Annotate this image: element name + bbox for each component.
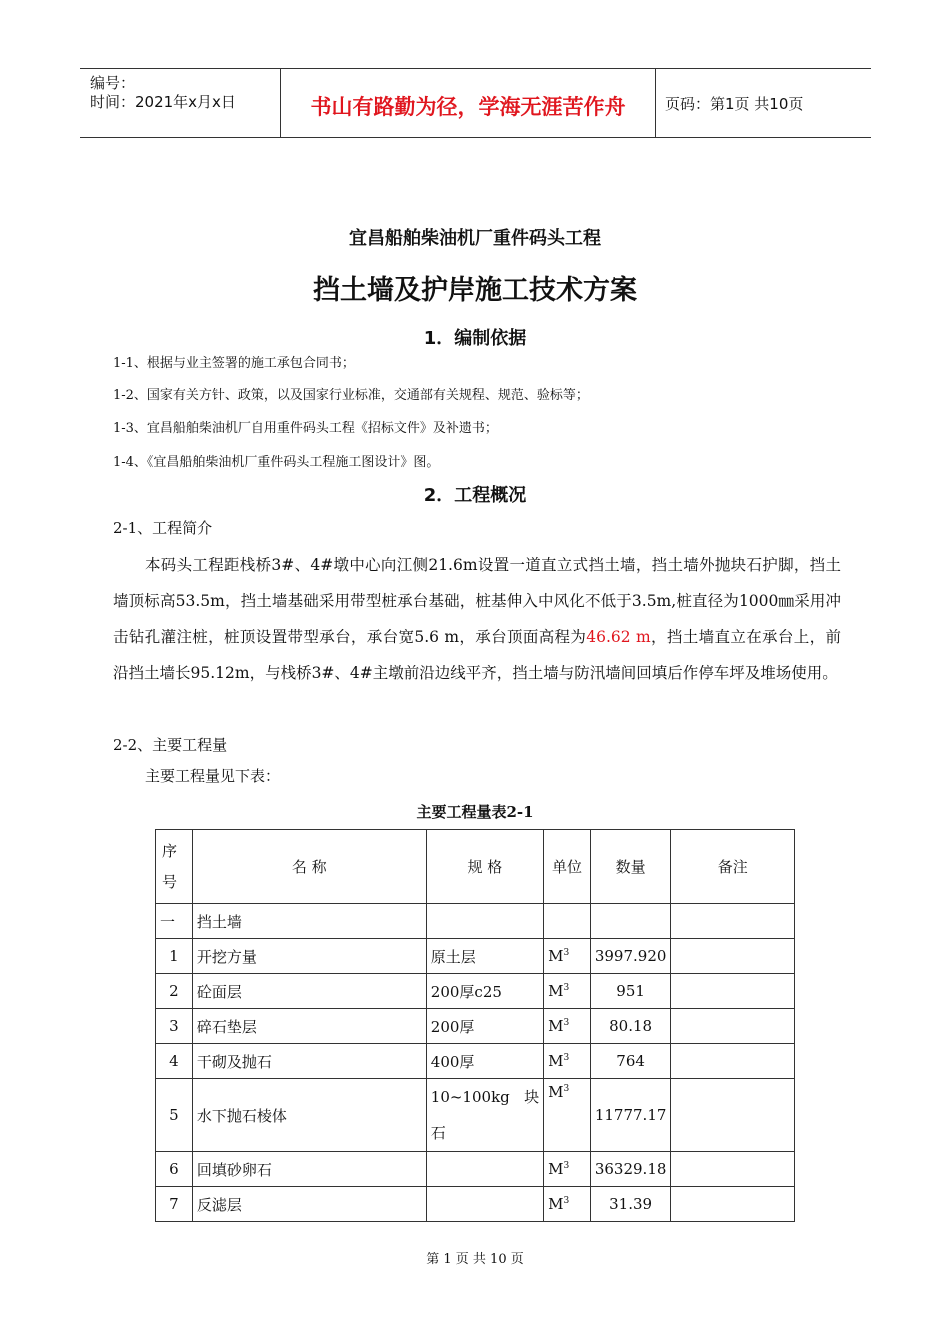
subsection-intro-heading: 2-1、工程简介 (113, 519, 213, 537)
header-spec: 规 格 (426, 830, 543, 904)
row-seq: 1 (156, 939, 193, 974)
row-spec: 200厚 (426, 1009, 543, 1044)
table-caption: 主要工程量表2-1 (416, 803, 534, 821)
table-row (156, 1079, 795, 1152)
table-header-row (156, 830, 795, 904)
row-spec: 原土层 (426, 939, 543, 974)
row-note (671, 1044, 795, 1079)
code-label: 编号： (90, 74, 136, 92)
row-note (671, 974, 795, 1009)
table-row (156, 974, 795, 1009)
group-seq: 一 (156, 904, 193, 939)
section2-heading: 2．工程概况 (423, 485, 527, 506)
row-note (671, 1079, 795, 1152)
row-spec: 400厚 (426, 1044, 543, 1079)
row-qty: 11777.17 (590, 1079, 671, 1152)
row-note (671, 1187, 795, 1222)
table-row (156, 939, 795, 974)
subsection-quantities-heading: 2-2、主要工程量 (113, 736, 228, 754)
time-label: 时间：2021年x月x日 (90, 93, 236, 111)
row-name: 砼面层 (192, 974, 426, 1009)
header-unit: 单位 (544, 830, 591, 904)
row-seq: 3 (156, 1009, 193, 1044)
elevation-highlight: 46.62 m (586, 628, 651, 646)
page-footer: 第 1 页 共 10 页 (426, 1252, 524, 1267)
header-left-cell (80, 69, 280, 137)
group-name: 挡土墙 (192, 904, 426, 939)
row-qty: 31.39 (590, 1187, 671, 1222)
project-description-paragraph (113, 547, 841, 691)
row-unit: $M^3$ (544, 1079, 591, 1152)
basis-item-1: 1-1、根据与业主签署的施工承包合同书； (113, 356, 355, 371)
row-name: 干砌及抛石 (192, 1044, 426, 1079)
row-qty: 3997.920 (590, 939, 671, 974)
row-name: 回填砂卵石 (192, 1152, 426, 1187)
row-note (671, 1009, 795, 1044)
row-unit: $M^3$ (544, 1152, 591, 1187)
row-spec (426, 1187, 543, 1222)
header-qty: 数量 (590, 830, 671, 904)
row-qty: 36329.18 (590, 1152, 671, 1187)
table-row (156, 1044, 795, 1079)
row-seq: 4 (156, 1044, 193, 1079)
row-unit: $M^3$ (544, 1187, 591, 1222)
row-name: 反滤层 (192, 1187, 426, 1222)
row-name: 开挖方量 (192, 939, 426, 974)
row-seq: 6 (156, 1152, 193, 1187)
table-group-row (156, 904, 795, 939)
row-spec (426, 1152, 543, 1187)
section1-heading: 1．编制依据 (423, 328, 527, 349)
row-qty: 764 (590, 1044, 671, 1079)
row-note (671, 1152, 795, 1187)
header-page-info: 页码：第1页 共10页 (665, 95, 804, 113)
row-qty: 80.18 (590, 1009, 671, 1044)
row-name: 碎石垫层 (192, 1009, 426, 1044)
row-qty: 951 (590, 974, 671, 1009)
basis-item-4: 1-4、《宜昌船舶柴油机厂重件码头工程施工图设计》图。 (113, 455, 440, 470)
header-note: 备注 (671, 830, 795, 904)
basis-item-2: 1-2、国家有关方针、政策，以及国家行业标准，交通部有关规程、规范、验标等； (113, 388, 589, 403)
row-note (671, 939, 795, 974)
main-title: 挡土墙及护岸施工技术方案 (313, 275, 637, 306)
row-seq: 2 (156, 974, 193, 1009)
row-unit: $M^3$ (544, 1009, 591, 1044)
row-seq: 5 (156, 1079, 193, 1152)
row-spec: 200厚c25 (426, 974, 543, 1009)
project-title: 宜昌船舶柴油机厂重件码头工程 (349, 228, 601, 249)
header-center-cell (280, 69, 656, 137)
table-row (156, 1152, 795, 1187)
header-motto: 书山有路勤为径，学海无涯苦作舟 (310, 95, 626, 119)
header-name: 名 称 (192, 830, 426, 904)
row-spec: 10~100kg 块 石 (426, 1079, 543, 1152)
quantity-table (155, 829, 795, 1222)
header-seq: 序号 (156, 830, 193, 904)
basis-item-3: 1-3、宜昌船舶柴油机厂自用重件码头工程《招标文件》及补遗书； (113, 421, 498, 436)
paragraph-text-b: ，挡土墙直立在承台上，前沿挡土墙长95.12m，与栈桥3#、4#主墩前沿边线平齐，挡土墙与防汛墙间回填后作停车坪及堆场使用。 (113, 628, 842, 682)
header-right-cell (655, 69, 871, 137)
row-unit: $M^3$ (544, 1044, 591, 1079)
quantities-intro: 主要工程量见下表： (145, 767, 281, 785)
table-row (156, 1009, 795, 1044)
paragraph-text-a: 本码头工程距栈桥3#、4#墩中心向江侧21.6m设置一道直立式挡土墙，挡土墙外抛块石护脚，挡土墙顶标高53.5m，挡土墙基础采用带型桩承台基础，桩基伸入中风化不低于3.5m,桩直径为1000㎜采用冲击钻孔灌注桩，桩顶设置带型承台，承台宽5.6 m，承台顶面高程为 (113, 556, 841, 646)
page-header (80, 68, 871, 138)
row-unit: $M^3$ (544, 974, 591, 1009)
row-unit: $M^3$ (544, 939, 591, 974)
row-name: 水下抛石棱体 (192, 1079, 426, 1152)
row-seq: 7 (156, 1187, 193, 1222)
table-row (156, 1187, 795, 1222)
